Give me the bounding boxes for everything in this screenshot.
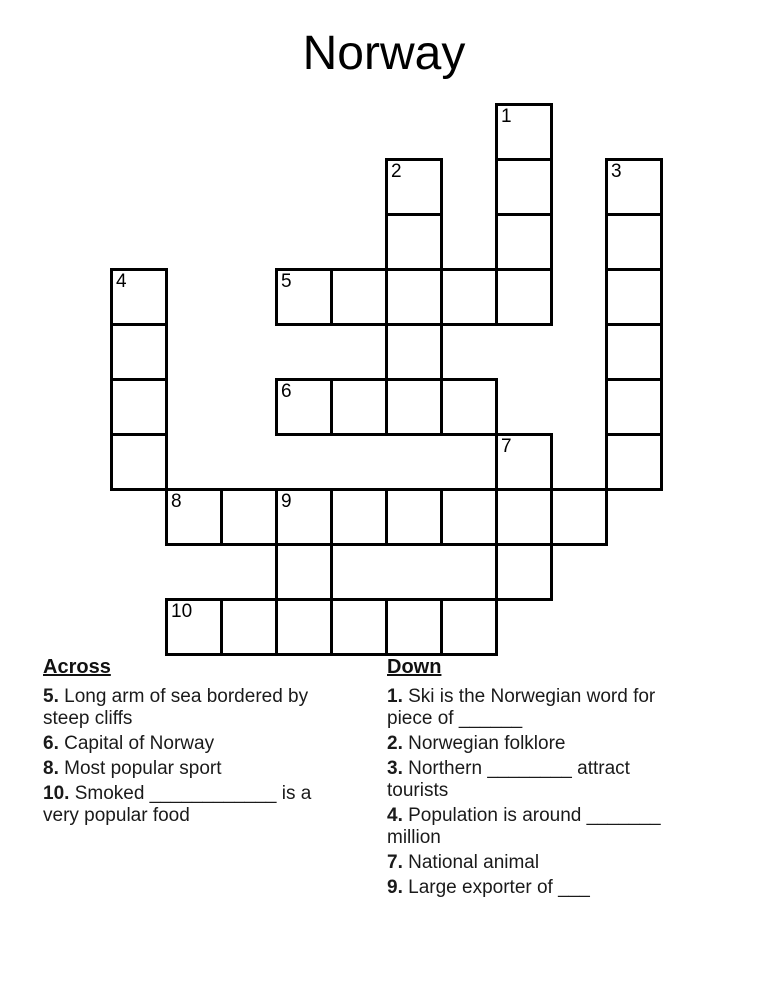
puzzle-title: Norway: [302, 27, 466, 80]
clue-number: 5.: [43, 686, 59, 707]
clue-item: 4. Population is around _______ million: [387, 805, 661, 848]
cell-number: 2: [391, 161, 402, 182]
clue-number: 1.: [387, 686, 403, 707]
clue-number: 2.: [387, 733, 403, 754]
grid-cell[interactable]: [440, 598, 498, 656]
grid-cell[interactable]: [275, 378, 333, 436]
grid-cell[interactable]: [275, 543, 333, 601]
grid-cell[interactable]: [440, 268, 498, 326]
grid-cell[interactable]: [330, 488, 388, 546]
grid-cell[interactable]: [110, 268, 168, 326]
clue-number: 7.: [387, 852, 403, 873]
grid-cell[interactable]: [605, 213, 663, 271]
down-heading: Down: [387, 656, 442, 678]
grid-cell[interactable]: [385, 378, 443, 436]
grid-cell[interactable]: [330, 598, 388, 656]
grid-cell[interactable]: [275, 598, 333, 656]
grid-cell[interactable]: [605, 268, 663, 326]
grid-cell[interactable]: [605, 433, 663, 491]
cell-number: 1: [501, 106, 512, 127]
grid-cell[interactable]: [330, 378, 388, 436]
clue-number: 3.: [387, 758, 403, 779]
grid-cell[interactable]: [605, 378, 663, 436]
clue-item: 2. Norwegian folklore: [387, 733, 566, 754]
clue-item: 9. Large exporter of ___: [387, 877, 590, 898]
grid-cell[interactable]: [385, 158, 443, 216]
grid-cell[interactable]: [495, 543, 553, 601]
grid-cell[interactable]: [165, 488, 223, 546]
across-clue-list: [43, 686, 348, 827]
grid-cell[interactable]: [495, 433, 553, 491]
clue-item: 3. Northern ________ attract tourists: [387, 758, 630, 801]
clue-item: 7. National animal: [387, 852, 540, 873]
clue-number: 10.: [43, 783, 70, 804]
grid-cell[interactable]: [550, 488, 608, 546]
grid-cell[interactable]: [275, 268, 333, 326]
clue-item: 6. Capital of Norway: [43, 733, 215, 754]
down-clue-list: [387, 686, 672, 899]
clue-number: 9.: [387, 877, 403, 898]
grid-cell[interactable]: [110, 323, 168, 381]
clue-item: 10. Smoked ____________ is a very popular food: [43, 783, 312, 826]
clue-item: 5. Long arm of sea bordered by steep cliffs: [43, 686, 309, 729]
clue-number: 4.: [387, 805, 403, 826]
clue-item: 1. Ski is the Norwegian word for piece of ______: [387, 686, 656, 729]
grid-cell[interactable]: [385, 268, 443, 326]
grid-cell[interactable]: [110, 378, 168, 436]
clue-item: 8. Most popular sport: [43, 758, 222, 779]
cell-number: 6: [281, 381, 292, 402]
cell-number: 10: [171, 601, 193, 622]
cell-number: 9: [281, 491, 292, 512]
grid-cell[interactable]: [385, 598, 443, 656]
clue-number: 8.: [43, 758, 59, 779]
grid-cell[interactable]: [605, 323, 663, 381]
cell-number: 4: [116, 271, 127, 292]
grid-cell[interactable]: [220, 598, 278, 656]
grid-cell[interactable]: [495, 488, 553, 546]
cell-number: 7: [501, 436, 512, 457]
grid-cell[interactable]: [110, 433, 168, 491]
grid-cell[interactable]: [495, 268, 553, 326]
cell-number: 5: [281, 271, 292, 292]
cell-number: 8: [171, 491, 182, 512]
crossword-grid: [110, 103, 663, 656]
cell-number: 3: [611, 161, 622, 182]
grid-cell[interactable]: [440, 488, 498, 546]
grid-cell[interactable]: [385, 323, 443, 381]
grid-cell[interactable]: [165, 598, 223, 656]
grid-cell[interactable]: [220, 488, 278, 546]
across-clues-section: [43, 656, 348, 830]
grid-cell[interactable]: [440, 378, 498, 436]
clue-number: 6.: [43, 733, 59, 754]
grid-cell[interactable]: [385, 488, 443, 546]
grid-cell[interactable]: [495, 213, 553, 271]
grid-cell[interactable]: [275, 488, 333, 546]
grid-cell[interactable]: [605, 158, 663, 216]
grid-cell[interactable]: [495, 103, 553, 161]
down-clues-section: [387, 656, 672, 902]
grid-cell[interactable]: [495, 158, 553, 216]
across-heading: Across: [43, 656, 111, 678]
grid-cell[interactable]: [385, 213, 443, 271]
grid-cell[interactable]: [330, 268, 388, 326]
